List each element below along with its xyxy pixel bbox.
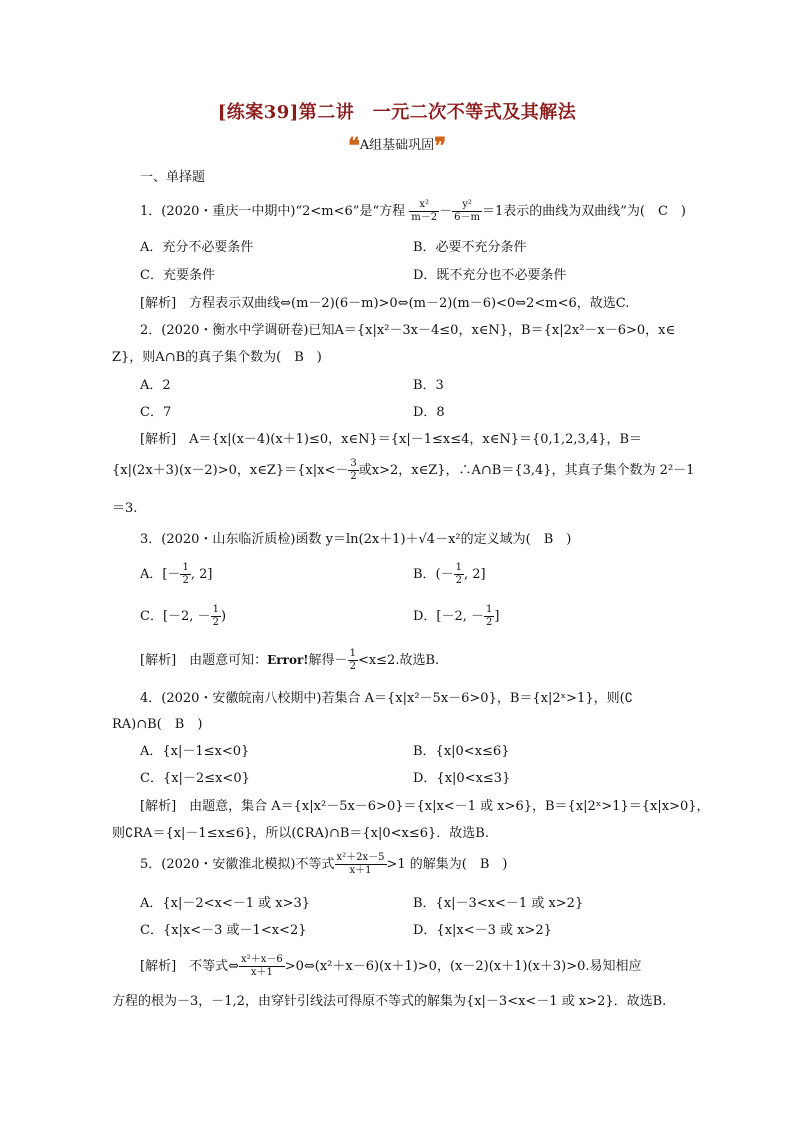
- q5-option-b: B．{x|－3<x<－1 或 x>2}: [413, 896, 584, 911]
- q1-option-b: B．必要不充分条件: [413, 240, 527, 255]
- q3-analysis-error: Error!: [267, 653, 309, 667]
- q4-option-c: C．{x|－2≤x<0}: [140, 771, 250, 786]
- q4-analysis-line-2: 则∁RA＝{x|－1≤x≤6}，所以(∁RA)∩B＝{x|0<x≤6}．故选B.: [112, 826, 489, 841]
- q3-option-b: [413, 562, 486, 587]
- open-quote-icon: ❝: [347, 133, 360, 159]
- q3-b-num: 1: [455, 562, 463, 573]
- q1-option-c: C．充要条件: [140, 268, 215, 283]
- q3-d-fraction: [484, 604, 494, 629]
- page-title: [练案39]第二讲 一元二次不等式及其解法: [217, 102, 577, 123]
- q4-stem-line-1: 4．(2020・安徽皖南八校期中)若集合 A＝{x|x²－5x－6>0}，B＝{x|2ˣ>1}，则(∁: [140, 691, 633, 706]
- q2-analysis-2a: {x|(2x＋3)(x－2)>0，x∈Z}＝{x|x<－: [112, 463, 349, 478]
- q2-analysis-line-1: [解析] A＝{x|(x－4)(x＋1)≤0，x∈N}＝{x|－1≤x≤4，x∈N}＝{0,1,2,3,4}，B＝: [140, 432, 642, 447]
- q3-a-post: , 2]: [190, 567, 213, 582]
- group-label: A组基础巩固: [359, 138, 435, 153]
- q3-a-den: 2: [182, 575, 189, 586]
- q3-analysis-b: 解得－: [308, 653, 348, 668]
- group-heading: [0, 133, 794, 159]
- q2-analysis-line-3: ＝3.: [112, 501, 138, 516]
- q3-c-fraction: [211, 604, 221, 629]
- q5-stem-a: 5．(2020・安徽淮北模拟)不等式: [140, 857, 335, 872]
- q5-fraction: [335, 852, 387, 877]
- q5-analysis-line-1: [140, 954, 642, 979]
- q5-option-a: A．{x|－2<x<－1 或 x>3}: [140, 896, 311, 911]
- q5-option-d: D．{x|x<－3 或 x>2}: [413, 923, 552, 938]
- q5-frac-num: x²＋2x－5: [336, 852, 385, 863]
- q2-option-a: A．2: [140, 378, 171, 393]
- q3-c-num: 1: [212, 604, 219, 615]
- q4-analysis-line-1: [解析] 由题意，集合 A＝{x|x²－5x－6>0}＝{x|x<－1 或 x>6}，B＝{x|2ˣ>1}＝{x|x>0}，: [140, 799, 710, 814]
- q3-c-pre: C．[－2, －: [140, 609, 211, 624]
- q1-fraction-1: [409, 199, 439, 224]
- q2-analysis-fraction: [348, 458, 358, 483]
- q3-d-post: ]: [494, 609, 500, 624]
- q3-analysis-a: [解析] 由题意可知：: [140, 653, 268, 668]
- q5-stem: [140, 852, 508, 877]
- q4-option-b: B．{x|0<x≤6}: [413, 744, 510, 759]
- q2-option-b: B．3: [413, 378, 444, 393]
- q5-an-den: x＋1: [250, 967, 273, 978]
- q3-an-num: 1: [349, 648, 356, 659]
- q1-fraction-2: [452, 199, 482, 224]
- q3-c-post: ): [220, 609, 227, 624]
- q3-c-den: 2: [212, 617, 219, 628]
- q5-analysis-a: [解析] 不等式⇔: [140, 959, 240, 974]
- q3-d-num: 1: [486, 604, 493, 615]
- q4-option-d: D．{x|0<x≤3}: [413, 771, 511, 786]
- q3-a-num: 1: [182, 562, 189, 573]
- q4-option-a: A．{x|－1≤x<0}: [140, 744, 250, 759]
- q3-stem: 3．(2020・山东临沂质检)函数 y＝ln(2x＋1)＋√4－x²的定义域为( B ): [140, 532, 572, 547]
- q3-option-a: [140, 562, 212, 587]
- q2-stem-line-1: 2．(2020・衡水中学调研卷)已知A＝{x|x²－3x－4≤0，x∈N}，B＝{x|2x²－x－6>0，x∈: [140, 323, 676, 338]
- q5-analysis-line-2: 方程的根为－3，－1,2，由穿针引线法可得原不等式的解集为{x|－3<x<－1 或 x>2}．故选B.: [112, 994, 667, 1009]
- q3-b-den: 2: [455, 575, 463, 586]
- q3-analysis: [140, 648, 439, 673]
- q3-a-pre: A．[－: [140, 567, 181, 582]
- q1-analysis: [解析] 方程表示双曲线⇔(m－2)(6－m)>0⇔(m－2)(m－6)<0⇔2<m<6，故选C.: [140, 296, 630, 311]
- question-1-stem: 1．(2020・重庆一中期中)“2<m<6”是“方程 $\frac{\text{x²}}{m-2}$ － $\frac{\text{y²}}{6-m}$ ＝1表示的曲线为双曲线”为( C ): [140, 199, 686, 223]
- q1-frac2-den: 6－m: [454, 212, 480, 223]
- q3-d-den: 2: [486, 617, 493, 628]
- q3-analysis-c: <x≤2.故选B.: [357, 653, 440, 668]
- q2-analysis-line-2: [112, 458, 694, 483]
- q2-frac-den: 2: [350, 471, 357, 482]
- q1-option-d: D．既不充分也不必要条件: [413, 268, 567, 283]
- q1-frac1-num: x²: [409, 199, 439, 212]
- q3-b-pre: B．(－: [413, 567, 454, 582]
- q2-option-c: C．7: [140, 405, 172, 420]
- q1-frac1-den: m－2: [411, 212, 438, 223]
- q2-frac-num: 3: [350, 458, 357, 469]
- q2-stem-line-2: Z}，则A∩B的真子集个数为( B ): [112, 350, 322, 365]
- q5-an-num: x²＋x－6: [241, 954, 283, 965]
- q5-analysis-fraction: [239, 954, 285, 979]
- q3-option-d: [413, 604, 499, 629]
- close-quote-icon: ❞: [434, 133, 447, 159]
- q3-an-den: 2: [349, 661, 356, 672]
- q3-b-post: , 2]: [464, 567, 486, 582]
- q3-option-c: [140, 604, 226, 629]
- q5-analysis-b: >0⇔(x²＋x－6)(x＋1)>0，(x－2)(x＋1)(x＋3)>0.易知相应: [284, 959, 642, 974]
- q2-analysis-2b: 或x>2，x∈Z}，∴A∩B＝{3,4}，其真子集个数为 2²－1: [358, 463, 695, 478]
- q3-analysis-fraction: [348, 648, 358, 673]
- q3-d-pre: D．[－2, －: [413, 609, 485, 624]
- q1-option-a: A．充分不必要条件: [140, 240, 254, 255]
- q3-b-fraction: [454, 562, 464, 587]
- q1-stem-b: ＝1表示的曲线为双曲线”为( C ): [481, 204, 686, 219]
- q2-option-d: D．8: [413, 405, 445, 420]
- section-heading: 一、单择题: [140, 170, 206, 185]
- q4-stem-line-2: RA)∩B( B ): [112, 717, 203, 732]
- q3-a-fraction: [180, 562, 190, 587]
- q1-frac2-num: y²: [452, 199, 482, 212]
- q5-option-c: C．{x|x<－3 或－1<x<2}: [140, 923, 307, 938]
- q1-stem-a: 1．(2020・重庆一中期中)“2<m<6”是“方程: [140, 204, 406, 219]
- q5-frac-den: x＋1: [349, 865, 372, 876]
- q5-stem-b: >1 的解集为( B ): [386, 857, 508, 872]
